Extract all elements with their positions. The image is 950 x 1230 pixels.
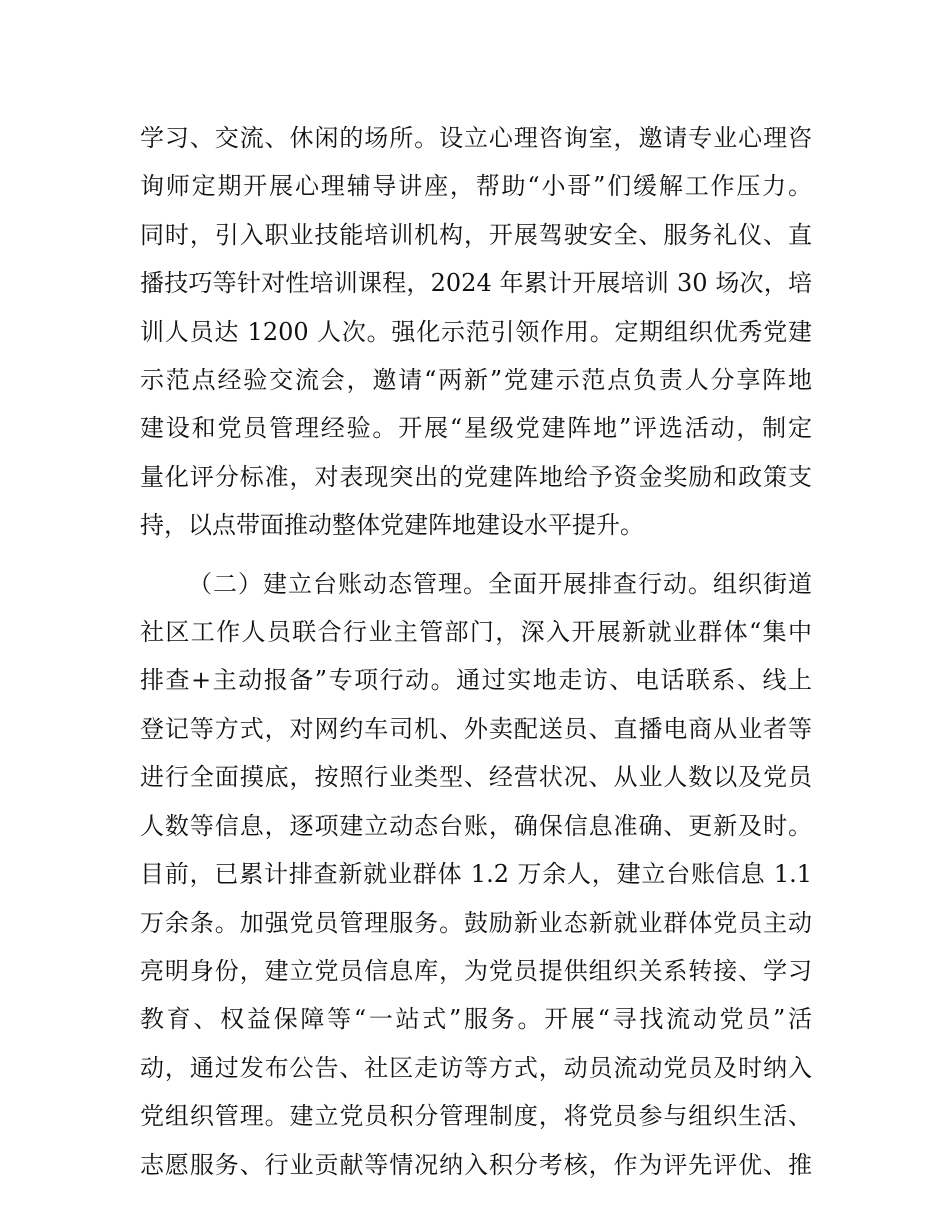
text-line: 教育、权益保障等“一站式”服务。开展“寻找流动党员”活 [140, 1005, 812, 1034]
paragraph-1 [140, 114, 812, 550]
text-line: 训人员达 1200 人次。强化示范引领作用。定期组织优秀党建 [140, 317, 812, 346]
text-line: 万余条。加强党员管理服务。鼓励新业态新就业群体党员主动 [140, 908, 812, 937]
text-line: 建设和党员管理经验。开展“星级党建阵地”评选活动，制定 [140, 414, 812, 443]
paragraph-gap [140, 550, 812, 560]
text-line: 询师定期开展心理辅导讲座，帮助“小哥”们缓解工作压力。 [140, 172, 812, 201]
text-line: 进行全面摸底，按照行业类型、经营状况、从业人数以及党员 [140, 763, 812, 792]
text-line: 目前，已累计排查新就业群体 1.2 万余人，建立台账信息 1.1 [140, 860, 812, 889]
text-line: 排查+主动报备”专项行动。通过实地走访、电话联系、线上 [140, 666, 812, 695]
text-line: 人数等信息，逐项建立动态台账，确保信息准确、更新及时。 [140, 811, 812, 840]
text-line: 亮明身份，建立党员信息库，为党员提供组织关系转接、学习 [140, 956, 812, 985]
text-line: 学习、交流、休闲的场所。设立心理咨询室，邀请专业心理咨 [140, 124, 812, 152]
text-line: 量化评分标准，对表现突出的党建阵地给予资金奖励和政策支 [140, 462, 812, 491]
text-line: 志愿服务、行业贡献等情况纳入积分考核，作为评先评优、推 [140, 1150, 812, 1179]
text-line: 社区工作人员联合行业主管部门，深入开展新就业群体“集中 [140, 618, 812, 647]
text-line: 示范点经验交流会，邀请“两新”党建示范点负责人分享阵地 [140, 366, 812, 395]
document-page [140, 114, 812, 1189]
text-line: 播技巧等针对性培训课程，2024 年累计开展培训 30 场次，培 [140, 269, 812, 298]
text-line: 动，通过发布公告、社区走访等方式，动员流动党员及时纳入 [140, 1053, 812, 1082]
section-heading-line: （二）建立台账动态管理。全面开展排查行动。组织街道 [188, 569, 812, 598]
text-line: 同时，引入职业技能培训机构，开展驾驶安全、服务礼仪、直 [140, 220, 812, 249]
text-line: 持，以点带面推动整体党建阵地建设水平提升。 [140, 511, 644, 540]
text-line: 党组织管理。建立党员积分管理制度，将党员参与组织生活、 [140, 1102, 812, 1131]
paragraph-2 [140, 560, 812, 1189]
text-line: 登记等方式，对网约车司机、外卖配送员、直播电商从业者等 [140, 714, 812, 743]
